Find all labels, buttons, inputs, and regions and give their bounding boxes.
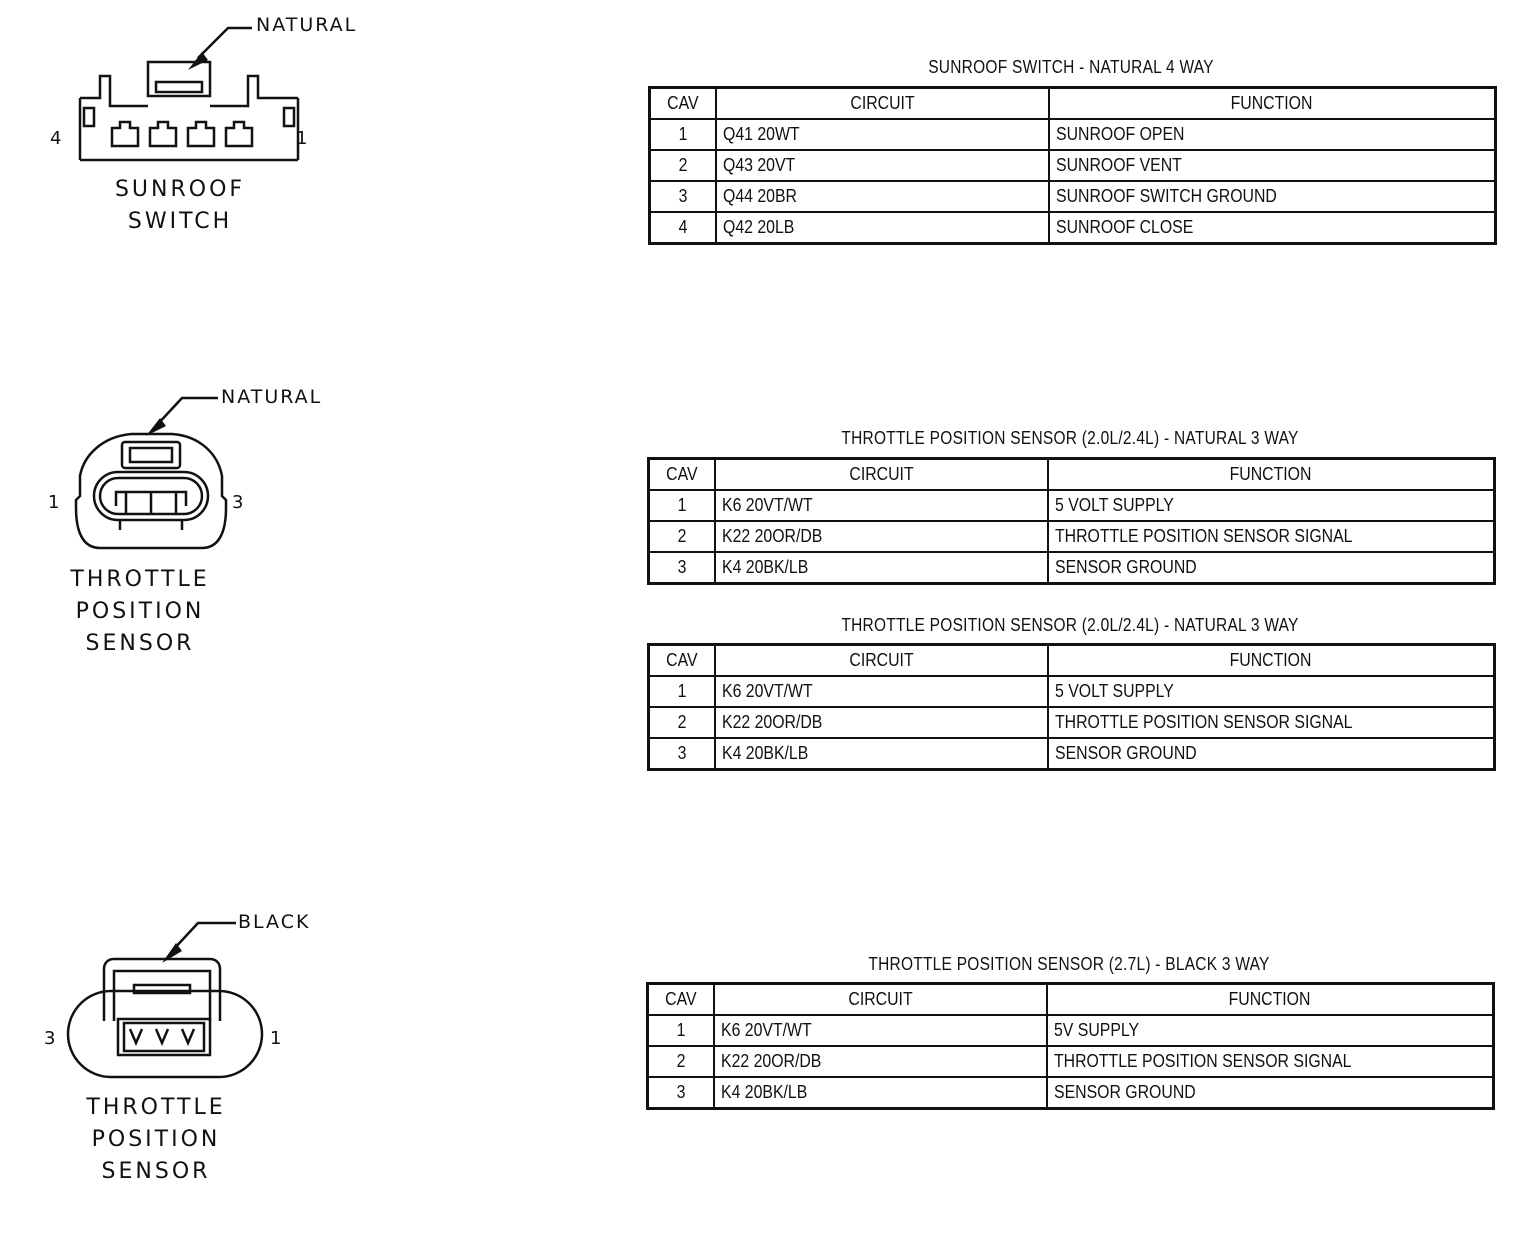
tps-black-name — [56, 1092, 256, 1188]
tps-black-pin-left: 3 — [44, 1028, 56, 1049]
cav-cell: 1 — [648, 1015, 714, 1046]
header-function: FUNCTION — [1048, 645, 1495, 677]
function-cell: THROTTLE POSITION SENSOR SIGNAL — [1048, 707, 1495, 738]
circuit-cell: K6 20VT/WT — [715, 490, 1048, 521]
tps-natural-name — [40, 564, 240, 660]
cav-cell: 2 — [649, 707, 715, 738]
function-cell: SENSOR GROUND — [1048, 552, 1495, 584]
tps-natural-pin-right: 3 — [232, 492, 244, 513]
header-cav: CAV — [648, 984, 714, 1016]
sunroof-switch-color-label: NATURAL — [256, 14, 358, 36]
tps-black-pin-right: 1 — [270, 1028, 282, 1049]
function-cell: 5 VOLT SUPPLY — [1048, 676, 1495, 707]
cav-cell: 3 — [648, 1077, 714, 1109]
sunroof-switch-pin-left: 4 — [50, 128, 62, 149]
table-row — [649, 552, 1495, 584]
table-row — [650, 150, 1496, 181]
circuit-cell: K6 20VT/WT — [715, 676, 1048, 707]
circuit-cell: Q41 20WT — [716, 119, 1049, 150]
table-row — [648, 1015, 1494, 1046]
function-cell: SUNROOF OPEN — [1049, 119, 1496, 150]
tps-natural-name-line-3: SENSOR — [85, 631, 195, 656]
circuit-cell: K22 20OR/DB — [715, 521, 1048, 552]
function-cell: SENSOR GROUND — [1047, 1077, 1494, 1109]
table-header-row — [649, 459, 1495, 491]
tps-black-color-label: BLACK — [238, 911, 311, 933]
function-cell: SUNROOF CLOSE — [1049, 212, 1496, 244]
circuit-cell: Q44 20BR — [716, 181, 1049, 212]
circuit-cell: K22 20OR/DB — [715, 707, 1048, 738]
table-row — [649, 490, 1495, 521]
header-circuit: CIRCUIT — [715, 645, 1048, 677]
cav-cell: 3 — [649, 552, 715, 584]
function-cell: SUNROOF SWITCH GROUND — [1049, 181, 1496, 212]
circuit-cell: Q43 20VT — [716, 150, 1049, 181]
sunroof-switch-name-line-2: SWITCH — [127, 209, 233, 234]
tps-natural-pin-left: 1 — [48, 492, 60, 513]
sunroof-switch-name — [90, 174, 270, 238]
function-cell: SENSOR GROUND — [1048, 738, 1495, 770]
circuit-cell: K4 20BK/LB — [714, 1077, 1047, 1109]
table-row — [649, 707, 1495, 738]
function-cell: THROTTLE POSITION SENSOR SIGNAL — [1048, 521, 1495, 552]
header-function: FUNCTION — [1047, 984, 1494, 1016]
circuit-cell: K4 20BK/LB — [715, 552, 1048, 584]
tps-black-name-line-3: SENSOR — [101, 1159, 211, 1184]
circuit-cell: K4 20BK/LB — [715, 738, 1048, 770]
tps-natural-name-line-2: POSITION — [75, 599, 205, 624]
table-row — [648, 1046, 1494, 1077]
tps-black-table-title: THROTTLE POSITION SENSOR (2.7L) - BLACK 3 WAY — [868, 954, 1270, 974]
sunroof-switch-table-title: SUNROOF SWITCH - NATURAL 4 WAY — [928, 57, 1214, 77]
cav-cell: 2 — [650, 150, 716, 181]
table-row — [649, 676, 1495, 707]
function-cell: 5V SUPPLY — [1047, 1015, 1494, 1046]
sunroof-switch-name-line-1: SUNROOF — [114, 177, 246, 202]
function-cell: SUNROOF VENT — [1049, 150, 1496, 181]
header-circuit: CIRCUIT — [716, 88, 1049, 120]
cav-cell: 3 — [649, 738, 715, 770]
cav-cell: 3 — [650, 181, 716, 212]
function-cell: 5 VOLT SUPPLY — [1048, 490, 1495, 521]
tps-black-name-line-1: THROTTLE — [86, 1095, 226, 1120]
header-circuit: CIRCUIT — [715, 459, 1048, 491]
cav-cell: 1 — [649, 676, 715, 707]
cav-cell: 1 — [649, 490, 715, 521]
cav-cell: 4 — [650, 212, 716, 244]
header-cav: CAV — [649, 645, 715, 677]
sunroof-switch-pin-right: 1 — [296, 128, 308, 149]
cav-cell: 2 — [649, 521, 715, 552]
tps-natural-table-1-title: THROTTLE POSITION SENSOR (2.0L/2.4L) - NATURAL 3 WAY — [841, 428, 1299, 448]
header-function: FUNCTION — [1049, 88, 1496, 120]
cav-cell: 2 — [648, 1046, 714, 1077]
cav-cell: 1 — [650, 119, 716, 150]
table-row — [649, 738, 1495, 770]
circuit-cell: K6 20VT/WT — [714, 1015, 1047, 1046]
table-header-row — [649, 645, 1495, 677]
circuit-cell: K22 20OR/DB — [714, 1046, 1047, 1077]
table-row — [650, 181, 1496, 212]
header-circuit: CIRCUIT — [714, 984, 1047, 1016]
function-cell: THROTTLE POSITION SENSOR SIGNAL — [1047, 1046, 1494, 1077]
table-header-row — [650, 88, 1496, 120]
tps-natural-pinout-table-2 — [647, 643, 1496, 771]
header-function: FUNCTION — [1048, 459, 1495, 491]
header-cav: CAV — [650, 88, 716, 120]
table-row — [649, 521, 1495, 552]
tps-black-pinout-table — [646, 982, 1495, 1110]
table-row — [650, 212, 1496, 244]
tps-black-name-line-2: POSITION — [91, 1127, 221, 1152]
header-cav: CAV — [649, 459, 715, 491]
sunroof-switch-pinout-table — [648, 86, 1497, 245]
tps-natural-pinout-table-1 — [647, 457, 1496, 585]
table-row — [648, 1077, 1494, 1109]
table-row — [650, 119, 1496, 150]
tps-natural-table-2-title: THROTTLE POSITION SENSOR (2.0L/2.4L) - NATURAL 3 WAY — [841, 615, 1299, 635]
tps-natural-color-label: NATURAL — [221, 386, 323, 408]
table-header-row — [648, 984, 1494, 1016]
tps-natural-name-line-1: THROTTLE — [70, 567, 210, 592]
circuit-cell: Q42 20LB — [716, 212, 1049, 244]
